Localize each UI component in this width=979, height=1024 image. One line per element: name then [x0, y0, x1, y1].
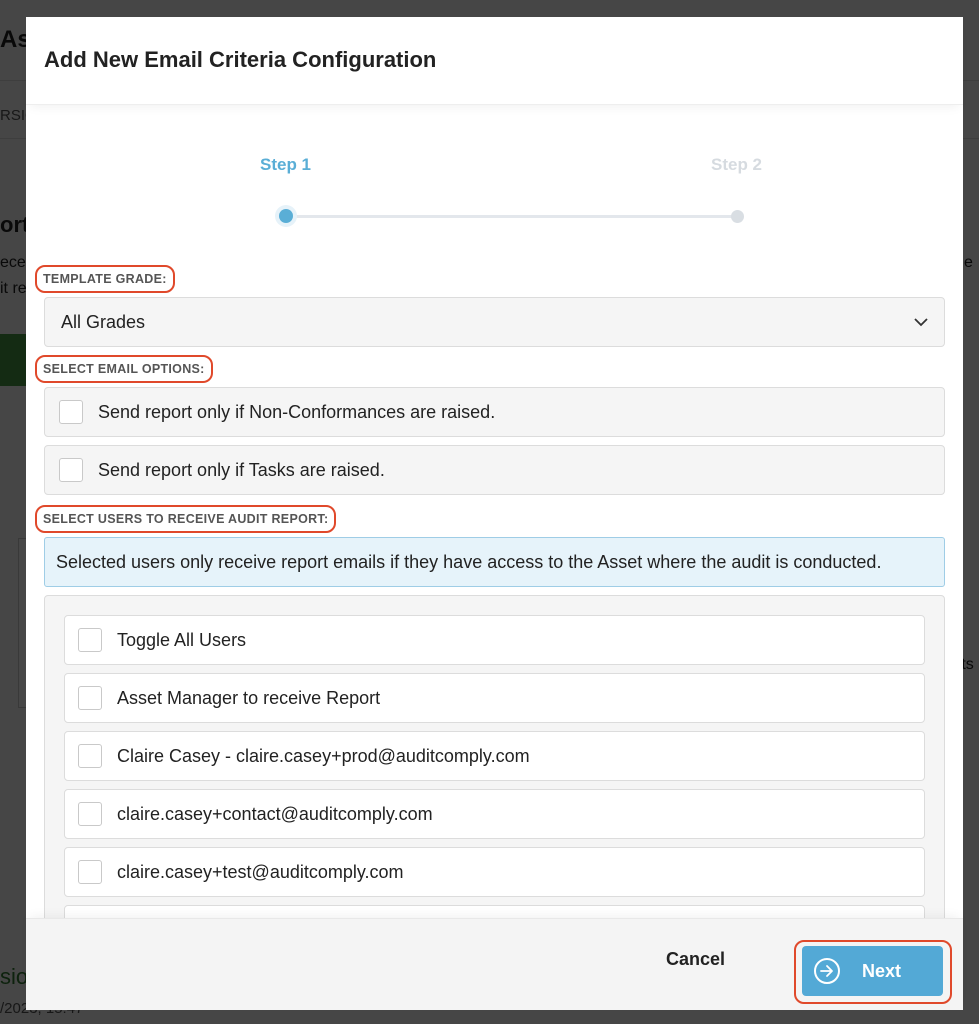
chevron-down-icon: [914, 315, 928, 329]
user-row-toggle-all[interactable]: [64, 615, 925, 665]
users-info-box: [44, 537, 945, 587]
user-row-text: Asset Manager to receive Report: [117, 687, 381, 708]
stepper: [44, 105, 945, 247]
checkbox[interactable]: [78, 744, 102, 768]
checkbox[interactable]: [59, 458, 83, 482]
user-row-asset-manager[interactable]: [64, 673, 925, 723]
user-row[interactable]: [64, 789, 925, 839]
step-1-dot: [279, 209, 293, 223]
step-2-dot: [731, 210, 744, 223]
user-row[interactable]: [64, 847, 925, 897]
template-grade-select[interactable]: [44, 297, 945, 347]
user-row-text: Toggle All Users: [117, 629, 247, 650]
checkbox[interactable]: [78, 860, 102, 884]
email-option-text: Send report only if Tasks are raised.: [98, 459, 385, 480]
user-row-text: claire.casey+contact@auditcomply.com: [117, 803, 433, 824]
step-2-label: Step 2: [711, 155, 763, 174]
email-options-label: SELECT EMAIL OPTIONS:: [35, 355, 213, 383]
step-1-label: Step 1: [260, 155, 312, 174]
next-button-label: Next: [862, 960, 902, 981]
next-button[interactable]: [802, 946, 943, 996]
user-row-text: Claire Casey - claire.casey+prod@auditcomply.com: [117, 745, 530, 766]
template-grade-value: All Grades: [61, 311, 146, 332]
users-label: SELECT USERS TO RECEIVE AUDIT REPORT:: [35, 505, 336, 533]
email-option-text: Send report only if Non-Conformances are raised.: [98, 401, 496, 422]
email-option-non-conformances[interactable]: [44, 387, 945, 437]
modal-title: Add New Email Criteria Configuration: [44, 47, 437, 72]
modal-footer: [26, 918, 963, 1010]
checkbox[interactable]: [78, 686, 102, 710]
arrow-right-circle-icon: [814, 958, 840, 984]
step-progress-line: [286, 215, 738, 218]
checkbox[interactable]: [78, 802, 102, 826]
template-grade-label: TEMPLATE GRADE:: [35, 265, 175, 293]
email-criteria-modal: [26, 17, 963, 1010]
email-option-tasks[interactable]: [44, 445, 945, 495]
checkbox[interactable]: [78, 628, 102, 652]
checkbox[interactable]: [59, 400, 83, 424]
user-row[interactable]: [64, 731, 925, 781]
modal-header: [26, 17, 963, 105]
cancel-button[interactable]: Cancel: [666, 949, 726, 969]
next-button-highlight: [794, 940, 952, 1004]
modal-body: [26, 105, 963, 918]
user-row-text: claire.casey+test@auditcomply.com: [117, 861, 404, 882]
users-info-text: Selected users only receive report emails if they have access to the Asset where the audit is conducted.: [56, 551, 882, 572]
